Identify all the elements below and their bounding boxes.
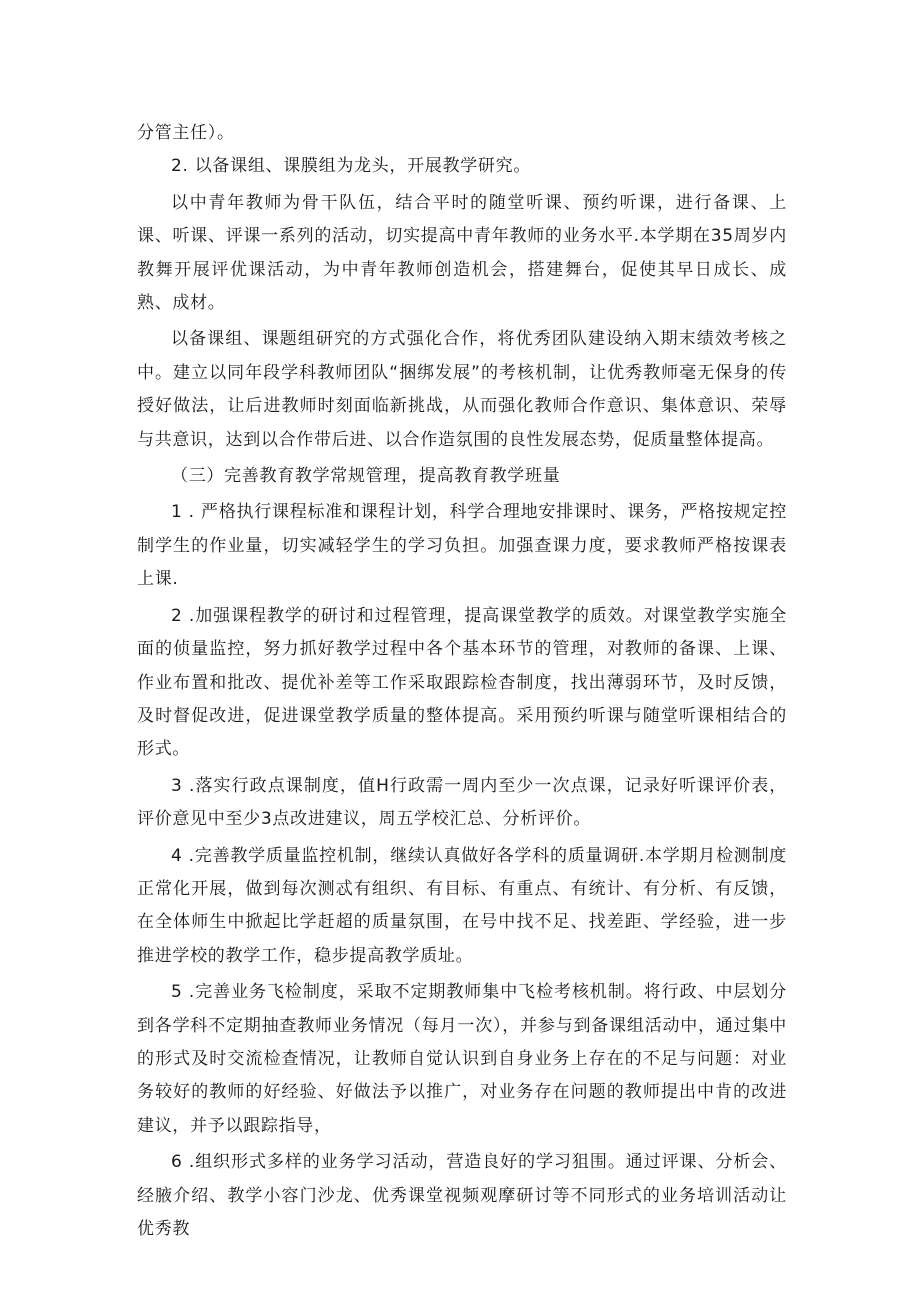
list-item-4: 4 .完善教学质量监控机制，继续认真做好各学科的质量调研.本学期月检测制度正常化开展，做到每次测忒有组织、有目标、有重点、有统计、有分析、有反馈，在全体师生中掀起比学赶超的质量氛围，在号中找不足、找差距、学经验，进一步推进学校的教学工作，稳步提高教学质址。 [137,845,787,966]
paragraph-4: 以备课组、课题组研究的方式强化合作，将优秀团队建设纳入期末绩效考核之中。建立以同年段学科教师团队“捆绑发展”的考核机制，让优秀教师毫无保身的传授好做法，让后进教师时刻面临新挑战，从而强化教师合作意识、集体意识、荣辱与共意识，达到以合作带后进、以合作造氛围的良性发展态势，促质量整体提高。 [137,329,787,450]
document-body [137,117,787,1246]
list-item-5: 5 .完善业务飞检制度，采取不定期教师集中飞检考核机制。将行政、中层划分到各学科不定期抽查教师业务情况（每月一次），并参与到备课组活动中，通过集中的形式及时交流检查情况，让教师自觉认识到自身业务上存在的不足与问题：对业务较好的教师的好经验、好做法予以推广，对业务存在问题的教师提出中肯的改进建议，并予以跟踪指导， [137,982,787,1136]
paragraph-3: 以中青年教师为骨干队伍，结合平时的随堂听课、预约听课，进行备课、上课、听课、评课一系列的活动，切实提高中青年教师的业务水平.本学期在35周岁内教舞开展评优课活动，为中青年教师创造机会，搭建舞台，促使其早日成长、成熟、成材。 [137,192,787,314]
paragraph-1: 分管主任）。 [137,123,235,143]
list-item-3: 3 .落实行政点课制度，值H行政需一周内至少一次点课，记录好听课评价表，评价意见中至少3点改进建议，周五学校汇总、分析评价。 [137,775,787,830]
list-item-1: 1 . 严格执行课程标准和课程计划，科学合理地安排课时、课务，严格按规定控制学生的作业量，切实减轻学生的学习负担。加强查课力度，要求教师严格按课表上课. [137,502,787,590]
list-item-6: 6 .组织形式多样的业务学习活动，营造良好的学习狙围。通过评课、分析会、经腋介绍、教学小容门沙龙、优秀课堂视频观摩研讨等不同形式的业务培训活动让优秀教 [137,1152,787,1239]
list-item-2: 2 .加强课程教学的研讨和过程管理，提高课堂教学的质效。对课堂教学实施全面的侦量监控，努力抓好教学过程中各个基本环节的管理，对教师的备课、上课、作业布置和批改、提优补差等工作采取跟踪检杳制度，找出薄弱环节，及时反馈，及时督促改进，促进课堂教学质量的整体提高。采用预约听课与随堂听课相结合的形式。 [137,605,787,760]
paragraph-2: 2. 以备课组、课膜组为龙头，开展教学研究。 [171,156,532,177]
section-heading: （三）完善教育教学常规管理，提高教育教学班量 [171,466,561,487]
